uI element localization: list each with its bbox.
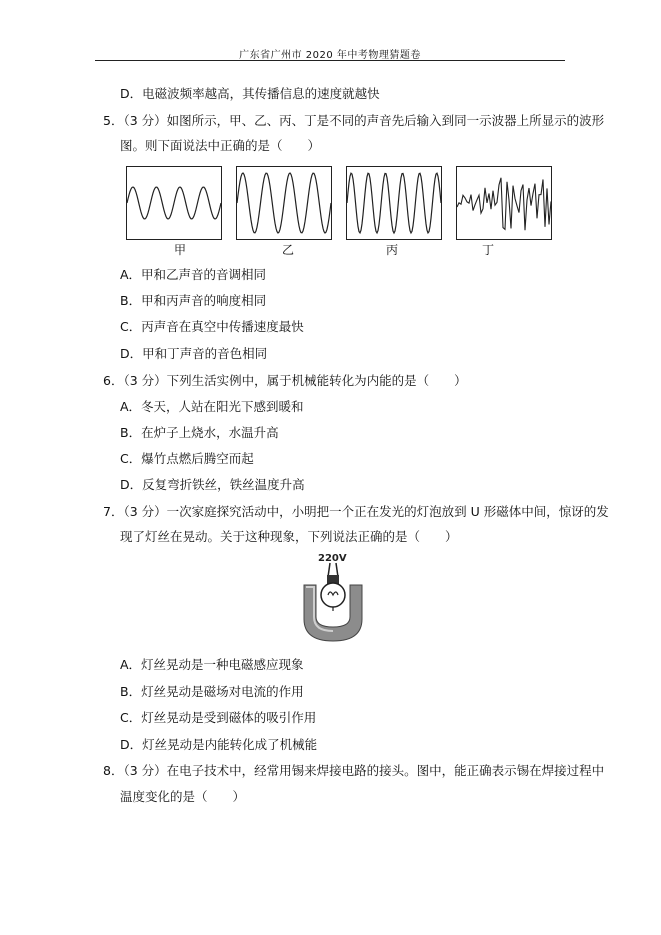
waveform-bing	[346, 166, 442, 240]
waveform-bing-curve	[347, 173, 441, 233]
q7-option-b: B．灯丝晃动是磁场对电流的作用	[120, 684, 304, 699]
waveform-yi-svg	[237, 167, 331, 239]
q5-option-d: D．甲和丁声音的音色相同	[120, 346, 268, 361]
waveform-label-ding: 丁	[481, 243, 494, 257]
page-header: 广东省广州市 2020 年中考物理猜题卷	[239, 50, 421, 61]
q7-option-c: C．灯丝晃动是受到磁体的吸引作用	[120, 710, 317, 725]
waveform-bing-svg	[347, 167, 441, 239]
waveform-yi	[236, 166, 332, 240]
q7-option-d: D．灯丝晃动是内能转化成了机械能	[120, 737, 318, 752]
waveform-ding-svg	[457, 167, 551, 239]
q7-option-a: A．灯丝晃动是一种电磁感应现象	[120, 657, 304, 672]
q7-stem-line2: 现了灯丝在晃动。关于这种现象，下列说法正确的是（ ）	[120, 529, 458, 544]
waveform-jia-curve	[127, 187, 221, 219]
wire-right	[336, 563, 338, 577]
waveform-jia-svg	[127, 167, 221, 239]
q6-option-a: A．冬天，人站在阳光下感到暖和	[120, 399, 304, 414]
q5-option-a: A．甲和乙声音的音调相同	[120, 267, 267, 282]
voltage-label: 220V	[318, 553, 347, 564]
q6-option-b: B．在炉子上烧水，水温升高	[120, 425, 279, 440]
waveform-ding-curve	[457, 178, 551, 230]
header-rule	[95, 60, 565, 61]
q6-option-c: C．爆竹点燃后腾空而起	[120, 451, 254, 466]
q7-stem-line1: 7．（3 分）一次家庭探究活动中，小明把一个正在发光的灯泡放到 U 形磁体中间，惊讶的发	[103, 504, 609, 519]
waveform-label-bing: 丙	[385, 243, 398, 257]
waveform-jia	[126, 166, 222, 240]
q5-option-b: B．甲和丙声音的响度相同	[120, 293, 267, 308]
waveform-ding	[456, 166, 552, 240]
waveform-label-jia: 甲	[173, 243, 186, 257]
waveform-label-yi: 乙	[281, 243, 294, 257]
wire-left	[328, 563, 330, 577]
q5-option-c: C．丙声音在真空中传播速度最快	[120, 319, 304, 334]
q4-option-d: D．电磁波频率越高，其传播信息的速度就越快	[120, 86, 380, 101]
q7-magnet-bulb-figure	[300, 551, 366, 643]
q8-stem-line2: 温度变化的是（ ）	[120, 789, 246, 804]
waveform-yi-curve	[237, 173, 331, 233]
q8-stem-line1: 8．（3 分）在电子技术中，经常用锡来焊接电路的接头。图中，能正确表示锡在焊接过程中	[103, 763, 605, 778]
q6-option-d: D．反复弯折铁丝，铁丝温度升高	[120, 477, 305, 492]
q6-stem: 6．（3 分）下列生活实例中，属于机械能转化为内能的是（ ）	[103, 373, 467, 388]
q5-stem-line2: 图。则下面说法中正确的是（ ）	[120, 138, 321, 153]
q5-stem-line1: 5．（3 分）如图所示，甲、乙、丙、丁是不同的声音先后输入到同一示波器上所显示的波形	[103, 113, 605, 128]
magnet-bulb-svg	[300, 551, 366, 643]
q5-waveform-figure	[126, 166, 550, 240]
